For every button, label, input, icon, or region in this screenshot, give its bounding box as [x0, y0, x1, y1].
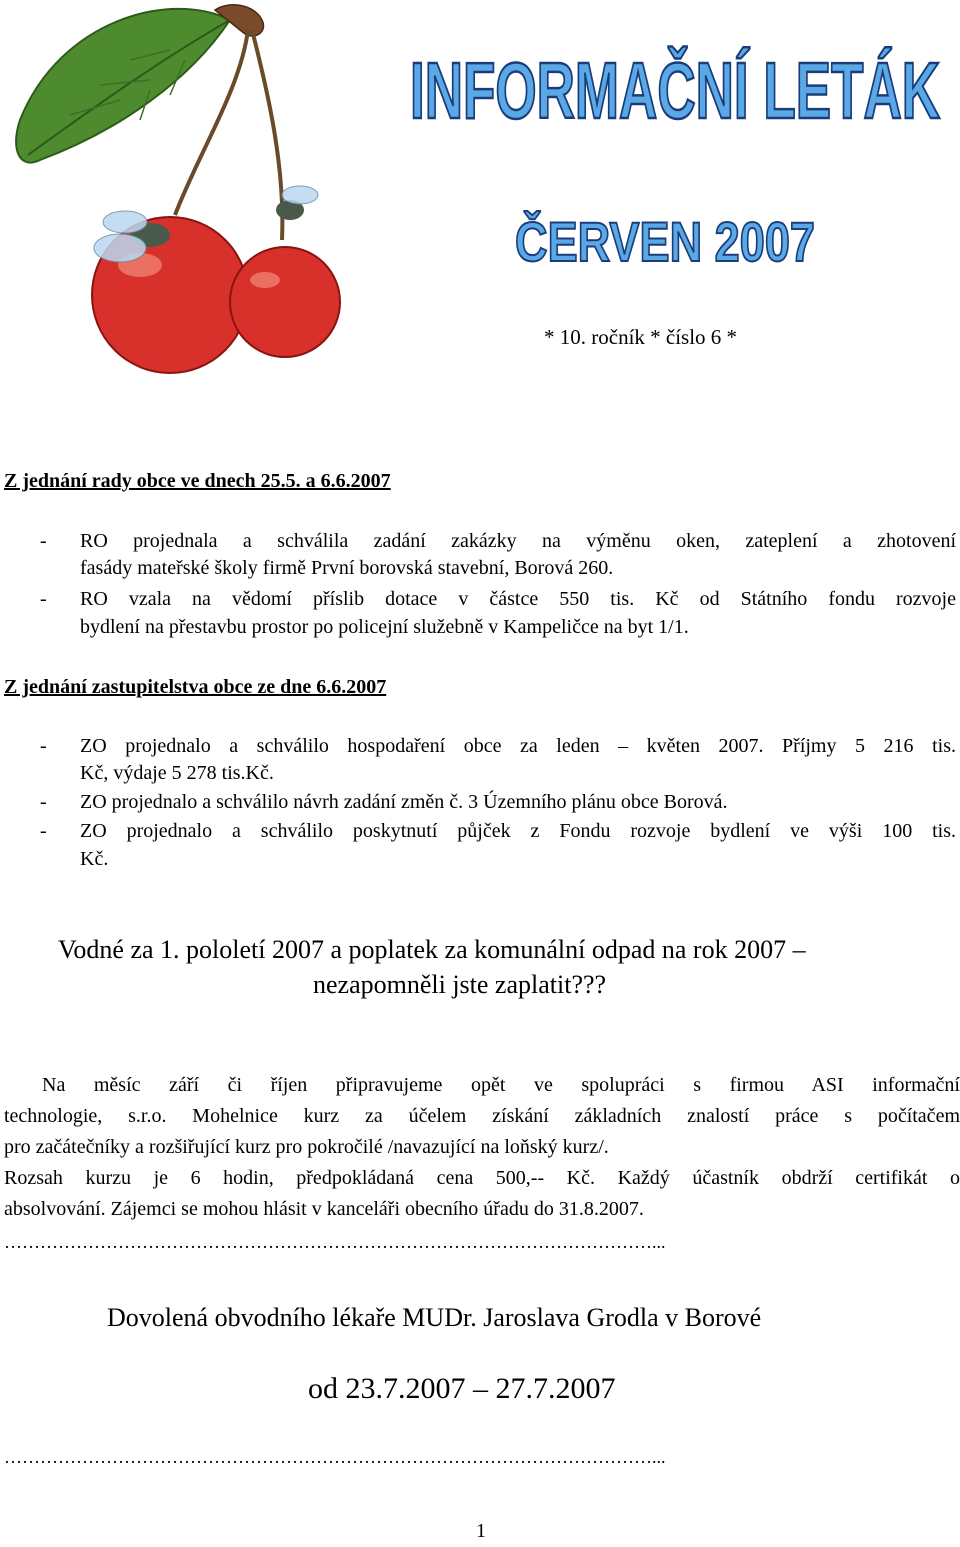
reminder-line-1: Vodné za 1. pololetí 2007 a poplatek za komunální odpad na rok 2007 –: [58, 935, 806, 964]
section-heading-assembly: Z jednání zastupitelstva obce ze dne 6.6.2007: [4, 676, 387, 698]
doctor-notice-line-2: od 23.7.2007 – 27.7.2007: [308, 1372, 616, 1405]
list-item-text: ZO projednalo a schválilo poskytnutí půjček z Fondu rozvoje bydlení ve výši 100 tis.: [80, 820, 956, 842]
page-number: 1: [476, 1520, 486, 1542]
cherries-illustration: [0, 0, 360, 390]
list-item-text: RO vzala na vědomí příslib dotace v částce 550 tis. Kč od Státního fondu rozvoje: [80, 588, 956, 610]
list-item-text: ZO projednalo a schválilo návrh zadání změn č. 3 Územního plánu obce Borová.: [80, 791, 728, 813]
leaflet-title: [400, 20, 950, 145]
leaflet-month: [510, 195, 820, 280]
svg-text:INFORMAČNÍ LETÁK: INFORMAČNÍ LETÁK: [410, 46, 941, 135]
issue-line: * 10. ročník * číslo 6 *: [544, 325, 738, 349]
list-item-text: fasády mateřské školy firmě První borovská stavební, Borová 260.: [80, 557, 614, 579]
list-item-text: RO projednala a schválila zadání zakázky na výměnu oken, zateplení a zhotovení: [80, 530, 956, 552]
doctor-notice-line-1: Dovolená obvodního lékaře MUDr. Jaroslava Grodla v Borové: [107, 1303, 762, 1332]
list-item-text: bydlení na přestavbu prostor po policejní služebně v Kampeličce na byt 1/1.: [80, 616, 689, 638]
list-item-text: Kč, výdaje 5 278 tis.Kč.: [80, 762, 274, 784]
list-item-text: ZO projednalo a schválilo hospodaření obce za leden – květen 2007. Příjmy 5 216 tis.: [80, 735, 956, 757]
reminder-line-2: nezapomněli jste zaplatit???: [313, 970, 607, 999]
section-heading-council: Z jednání rady obce ve dnech 25.5. a 6.6.2007: [4, 470, 391, 492]
dotted-separator: ………………………………………………………………………………………………...: [4, 1447, 666, 1467]
svg-text:ČERVEN 2007: ČERVEN 2007: [515, 210, 815, 273]
dotted-separator: ………………………………………………………………………………………………...: [4, 1232, 666, 1252]
course-paragraph: Na měsíc září či říjen připravujeme opět ve spolupráci s firmou ASI informační technologie, s.r.o. Mohelnice kurz za účelem získání základních znalostí práce s počítačem pro začátečníky a rozšiřující kurz pro pokročilé /navazující na loňský kurz/. Rozsah kurzu je 6 hodin, předpokládaná cena 500,-- Kč. Každý účastník obdrží certifikát o absolvování. Zájemci se mohou hlásit v kanceláři obecního úřadu do 31.8.2007.: [4, 1074, 960, 1220]
list-item-text: Kč.: [80, 848, 109, 870]
